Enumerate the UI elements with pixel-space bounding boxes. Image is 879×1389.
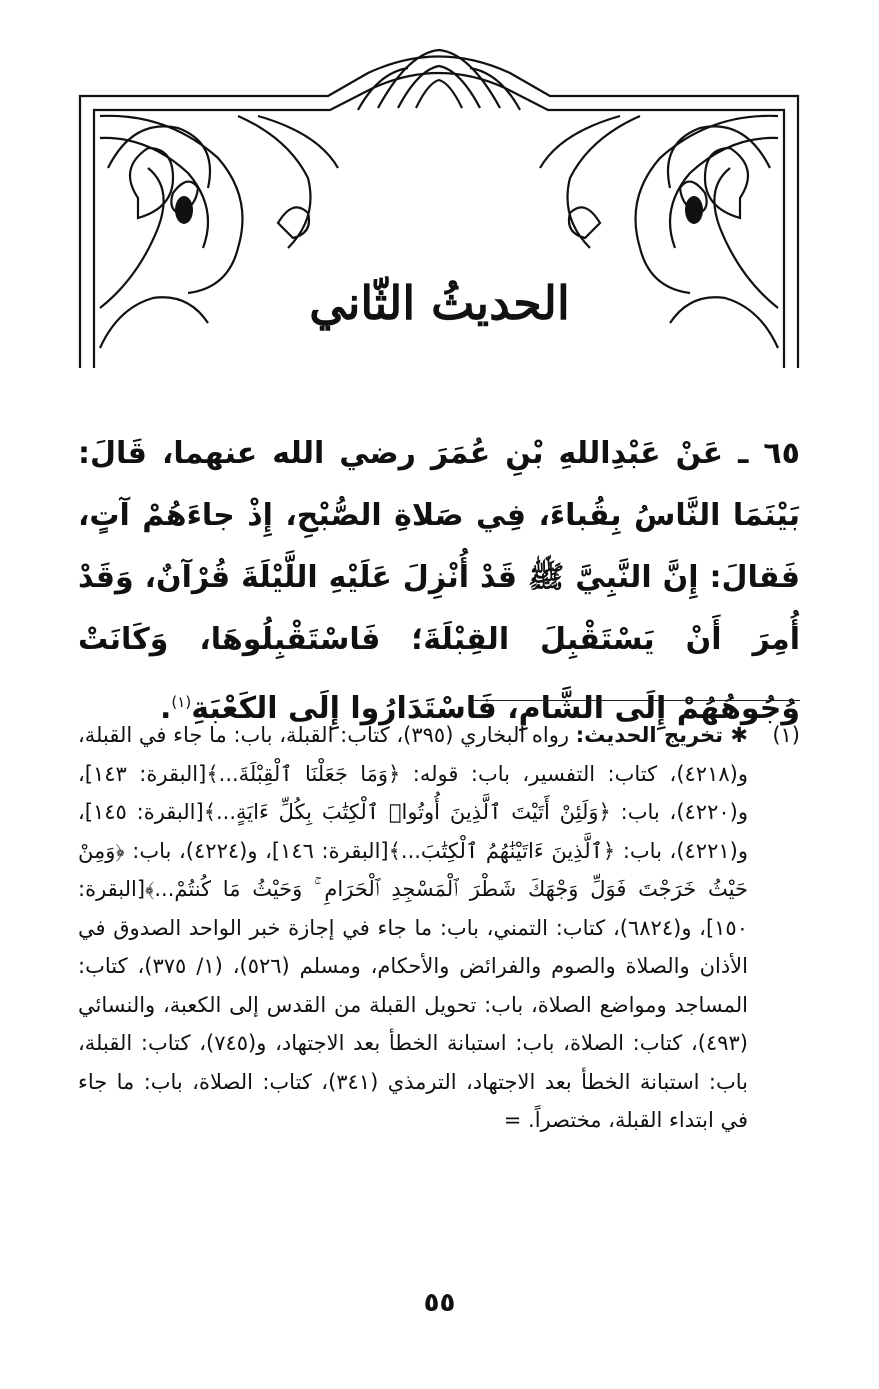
footnote-body bbox=[78, 716, 748, 1140]
hadith-title: الحديثُ الثّاني bbox=[309, 276, 570, 330]
footnote-text: رواه البخاري (٣٩٥)، كتاب: القبلة، باب: ما جاء في القبلة، و(٤٢١٨)، كتاب: التفسير، باب: قوله: ﴿وَمَا جَعَلْنَا ٱلْقِبْلَةَ...﴾[البقرة: ١٤٣]، و(٤٢٢٠)، باب: ﴿وَلَئِنْ أَتَيْتَ ٱلَّذِينَ أُوتُوا۟ ٱلْكِتَٰبَ بِكُلِّ ءَايَةٍ...﴾[البقرة: ١٤٥]، و(٤٢٢١)، باب: ﴿ٱلَّذِينَ ءَاتَيْنَٰهُمُ ٱلْكِتَٰبَ...﴾[البقرة: ١٤٦]، و(٤٢٢٤)، باب: ﴿وَمِنْ حَيْثُ خَرَجْتَ فَوَلِّ وَجْهَكَ شَطْرَ ٱلْمَسْجِدِ ٱلْحَرَامِ ۚ وَحَيْثُ مَا كُنتُمْ...﴾[البقرة: ١٥٠]، و(٦٨٢٤)، كتاب: التمني، باب: ما جاء في إجازة خبر الواحد الصدوق في الأذان والصلاة والصوم والفرائض والأحكام، ومسلم (٥٢٦)، (١/ ٣٧٥)، كتاب: المساجد ومواضع الصلاة، باب: تحويل القبلة من القدس إلى الكعبة، والنسائي (٤٩٣)، كتاب: الصلاة، باب: استبانة الخطأ بعد الاجتهاد، و(٧٤٥)، كتاب: القبلة، باب: استبانة الخطأ بعد الاجتهاد، الترمذي (٣٤١)، كتاب: الصلاة، باب: ما جاء في ابتداء القبلة، مختصراً. bbox=[78, 723, 748, 1132]
footnote-separator bbox=[470, 700, 800, 701]
footnote-number: (١) bbox=[772, 723, 800, 747]
footnote-heading: ✱ تخريج الحديث: bbox=[575, 723, 749, 747]
footnote-block bbox=[78, 716, 800, 1140]
hadith-text: ٦٥ ـ عَنْ عَبْدِاللهِ بْنِ عُمَرَ رضي الله عنهما، قَالَ: بَيْنَمَا النَّاسُ بِقُباءَ، فِي صَلاةِ الصُّبْحِ، إِذْ جاءَهُمْ آتٍ، فَقالَ: إِنَّ النَّبِيَّ ﷺ قَدْ أُنْزِلَ عَلَيْهِ اللَّيْلَةَ قُرْآنٌ، وَقَدْ أُمِرَ أَنْ يَسْتَقْبِلَ القِبْلَةَ؛ فَاسْتَقْبِلُوهَا، وَكَانَتْ وُجُوهُهُمْ إِلَى الشَّامِ، فَاسْتَدَارُوا إِلَى الكَعْبَةِ bbox=[78, 436, 800, 726]
footnote-reference[interactable]: (١) bbox=[171, 693, 192, 711]
hadith-text-block bbox=[78, 423, 800, 740]
continuation-mark: = bbox=[503, 1108, 522, 1132]
hadith-end-mark: . bbox=[160, 691, 172, 726]
page-number: ٥٥ bbox=[423, 1288, 456, 1318]
